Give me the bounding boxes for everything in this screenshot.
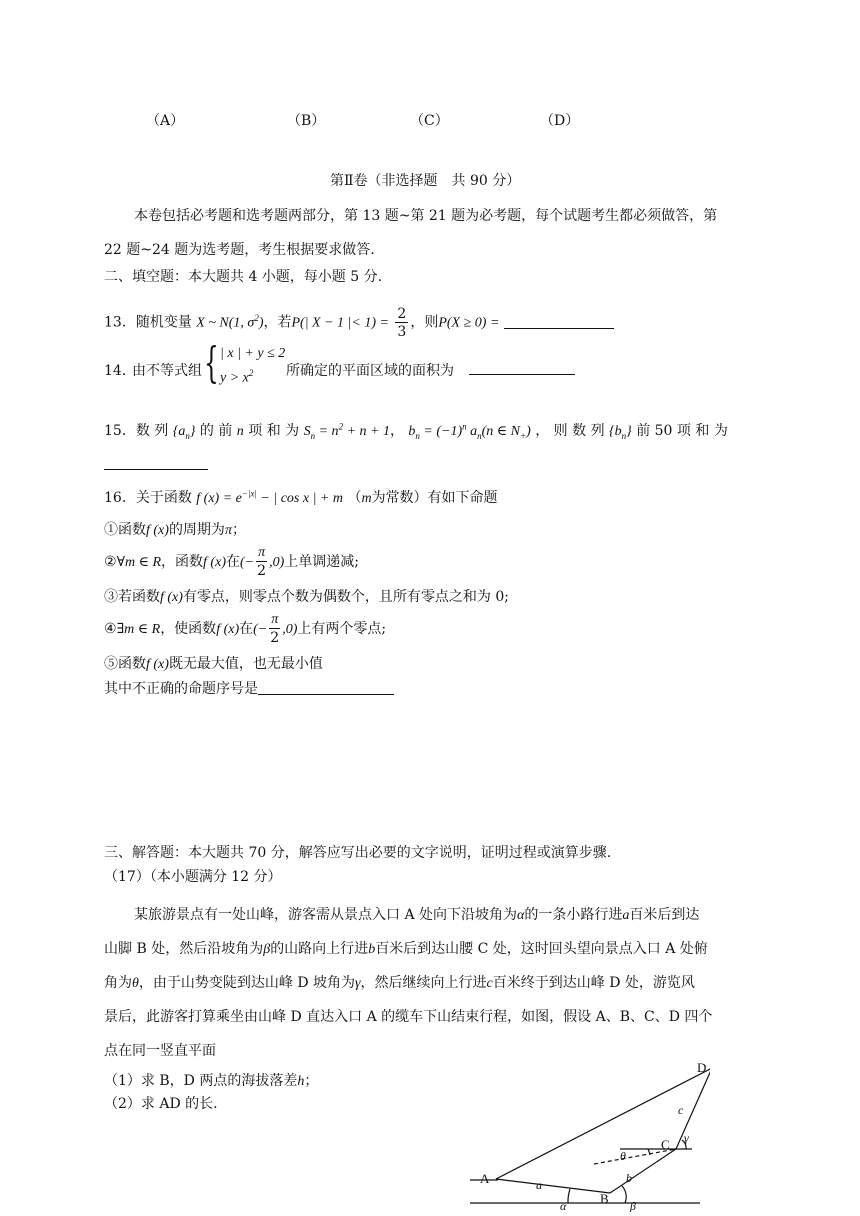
proposition-3: ③若函数f (x)有零点，则零点个数为偶数个，且所有零点之和为 0; <box>104 589 510 605</box>
angle-alpha-arc <box>568 1189 570 1203</box>
section2-title: 二、填空题：本大题共 4 小题，每小题 5 分. <box>104 269 383 285</box>
label-d-point: D <box>697 1060 707 1075</box>
proposition-1: ①函数f (x)的周期为π； <box>104 522 246 538</box>
angle-beta-arc <box>622 1186 626 1203</box>
question-17-line-4: 景后，此游客打算乘坐由山峰 D 直达入口 A 的缆车下山结束行程，如图，假设 A、B、C、D 四个 <box>104 1009 713 1025</box>
proposition-2: ②∀m ∈ R，函数f (x)在(− $\frac{\pi}{2}$ ,0)上单调递减; <box>104 545 359 579</box>
label-theta: θ <box>620 1149 626 1163</box>
angle-theta-arc <box>648 1149 650 1155</box>
label-c-point: C <box>661 1137 670 1152</box>
question-17-line-3: 角为θ，由于山势变陡到达山峰 D 坡角为γ，然后继续向上行进c百米终于到达山峰 D 处，游览风 <box>104 975 695 991</box>
intro-line-2: 22 题~24 题为选考题，考生根据要求做答. <box>104 242 375 258</box>
proposition-5: ⑤函数f (x)既无最大值，也无最小值 <box>104 656 323 672</box>
mountain-figure <box>460 1052 710 1212</box>
segment-ab <box>496 1179 610 1193</box>
intro-line-1: 本卷包括必考题和选考题两部分，第 13 题~第 21 题为必考题，每个试题考生都必须做答，第 <box>134 208 718 224</box>
label-beta: β <box>630 1199 636 1212</box>
label-b-point: B <box>600 1191 609 1206</box>
part2-title: 第Ⅱ卷（非选择题 共 90 分） <box>330 173 521 189</box>
question-17-sub-1: （1）求 B，D 两点的海拔落差h； <box>104 1073 319 1089</box>
option-d: （D） <box>540 113 580 129</box>
question-15: 15．数 列 $\{a_n\}$ 的 前 n 项 和 为 $S_n = n^2 + n + 1$， $b_n = (-1)^n$ $a_n(n$ ∈ $N_+$) ， 则 数 列 $\{b_n\}$ 前 50 项 和 为 <box>104 421 728 441</box>
left-brace: { <box>204 338 219 387</box>
label-side-a: a <box>536 1178 542 1192</box>
label-alpha: α <box>560 1199 567 1212</box>
question-17-header: （17）（本小题满分 12 分） <box>104 869 282 885</box>
question-17-line-2: 山脚 B 处，然后沿坡角为β的山路向上行进b百米后到达山腰 C 处，这时回头望向景点入口 A 处俯 <box>104 941 708 957</box>
label-side-c: c <box>678 1103 684 1117</box>
question-17-line-1: 某旅游景点有一处山峰，游客需从景点入口 A 处向下沿坡角为α的一条小路行进a百米后到达 <box>134 907 700 923</box>
answer-blank-15 <box>104 455 208 470</box>
fraction-2-3: $\frac{2}{3}$ <box>397 305 407 340</box>
label-side-b: b <box>626 1171 632 1185</box>
section3-title: 三、解答题：本大题共 70 分，解答应写出必要的文字说明，证明过程或演算步骤. <box>104 845 612 861</box>
option-b: （B） <box>287 113 326 129</box>
option-a: （A） <box>146 113 185 129</box>
proposition-4: ④∃m ∈ R，使函数f (x)在(− $\frac{\pi}{2}$ ,0)上有两个零点; <box>104 612 387 646</box>
answer-blank-16 <box>258 680 394 695</box>
question-17-sub-2: （2）求 AD 的长. <box>104 1096 218 1112</box>
option-c: （C） <box>410 113 449 129</box>
question-17-line-5: 点在同一竖直平面 <box>104 1043 216 1059</box>
question-16: 16．关于函数 f $(x) = e^{-|x|}$ − | cos x | + m （m为常数）有如下命题 <box>104 488 498 506</box>
question-13: 13．随机变量 X ~ N(1, $\sigma^2$)，若P(| X − 1 |< 1) = $\frac{2}{3}$ ，则P(X ≥ 0) = <box>104 298 614 344</box>
answer-blank-13 <box>504 314 614 329</box>
label-a-point: A <box>480 1171 490 1186</box>
question-16-final: 其中不正确的命题序号是 <box>104 678 394 698</box>
answer-blank-14 <box>469 360 575 375</box>
label-gamma: γ <box>684 1131 689 1145</box>
